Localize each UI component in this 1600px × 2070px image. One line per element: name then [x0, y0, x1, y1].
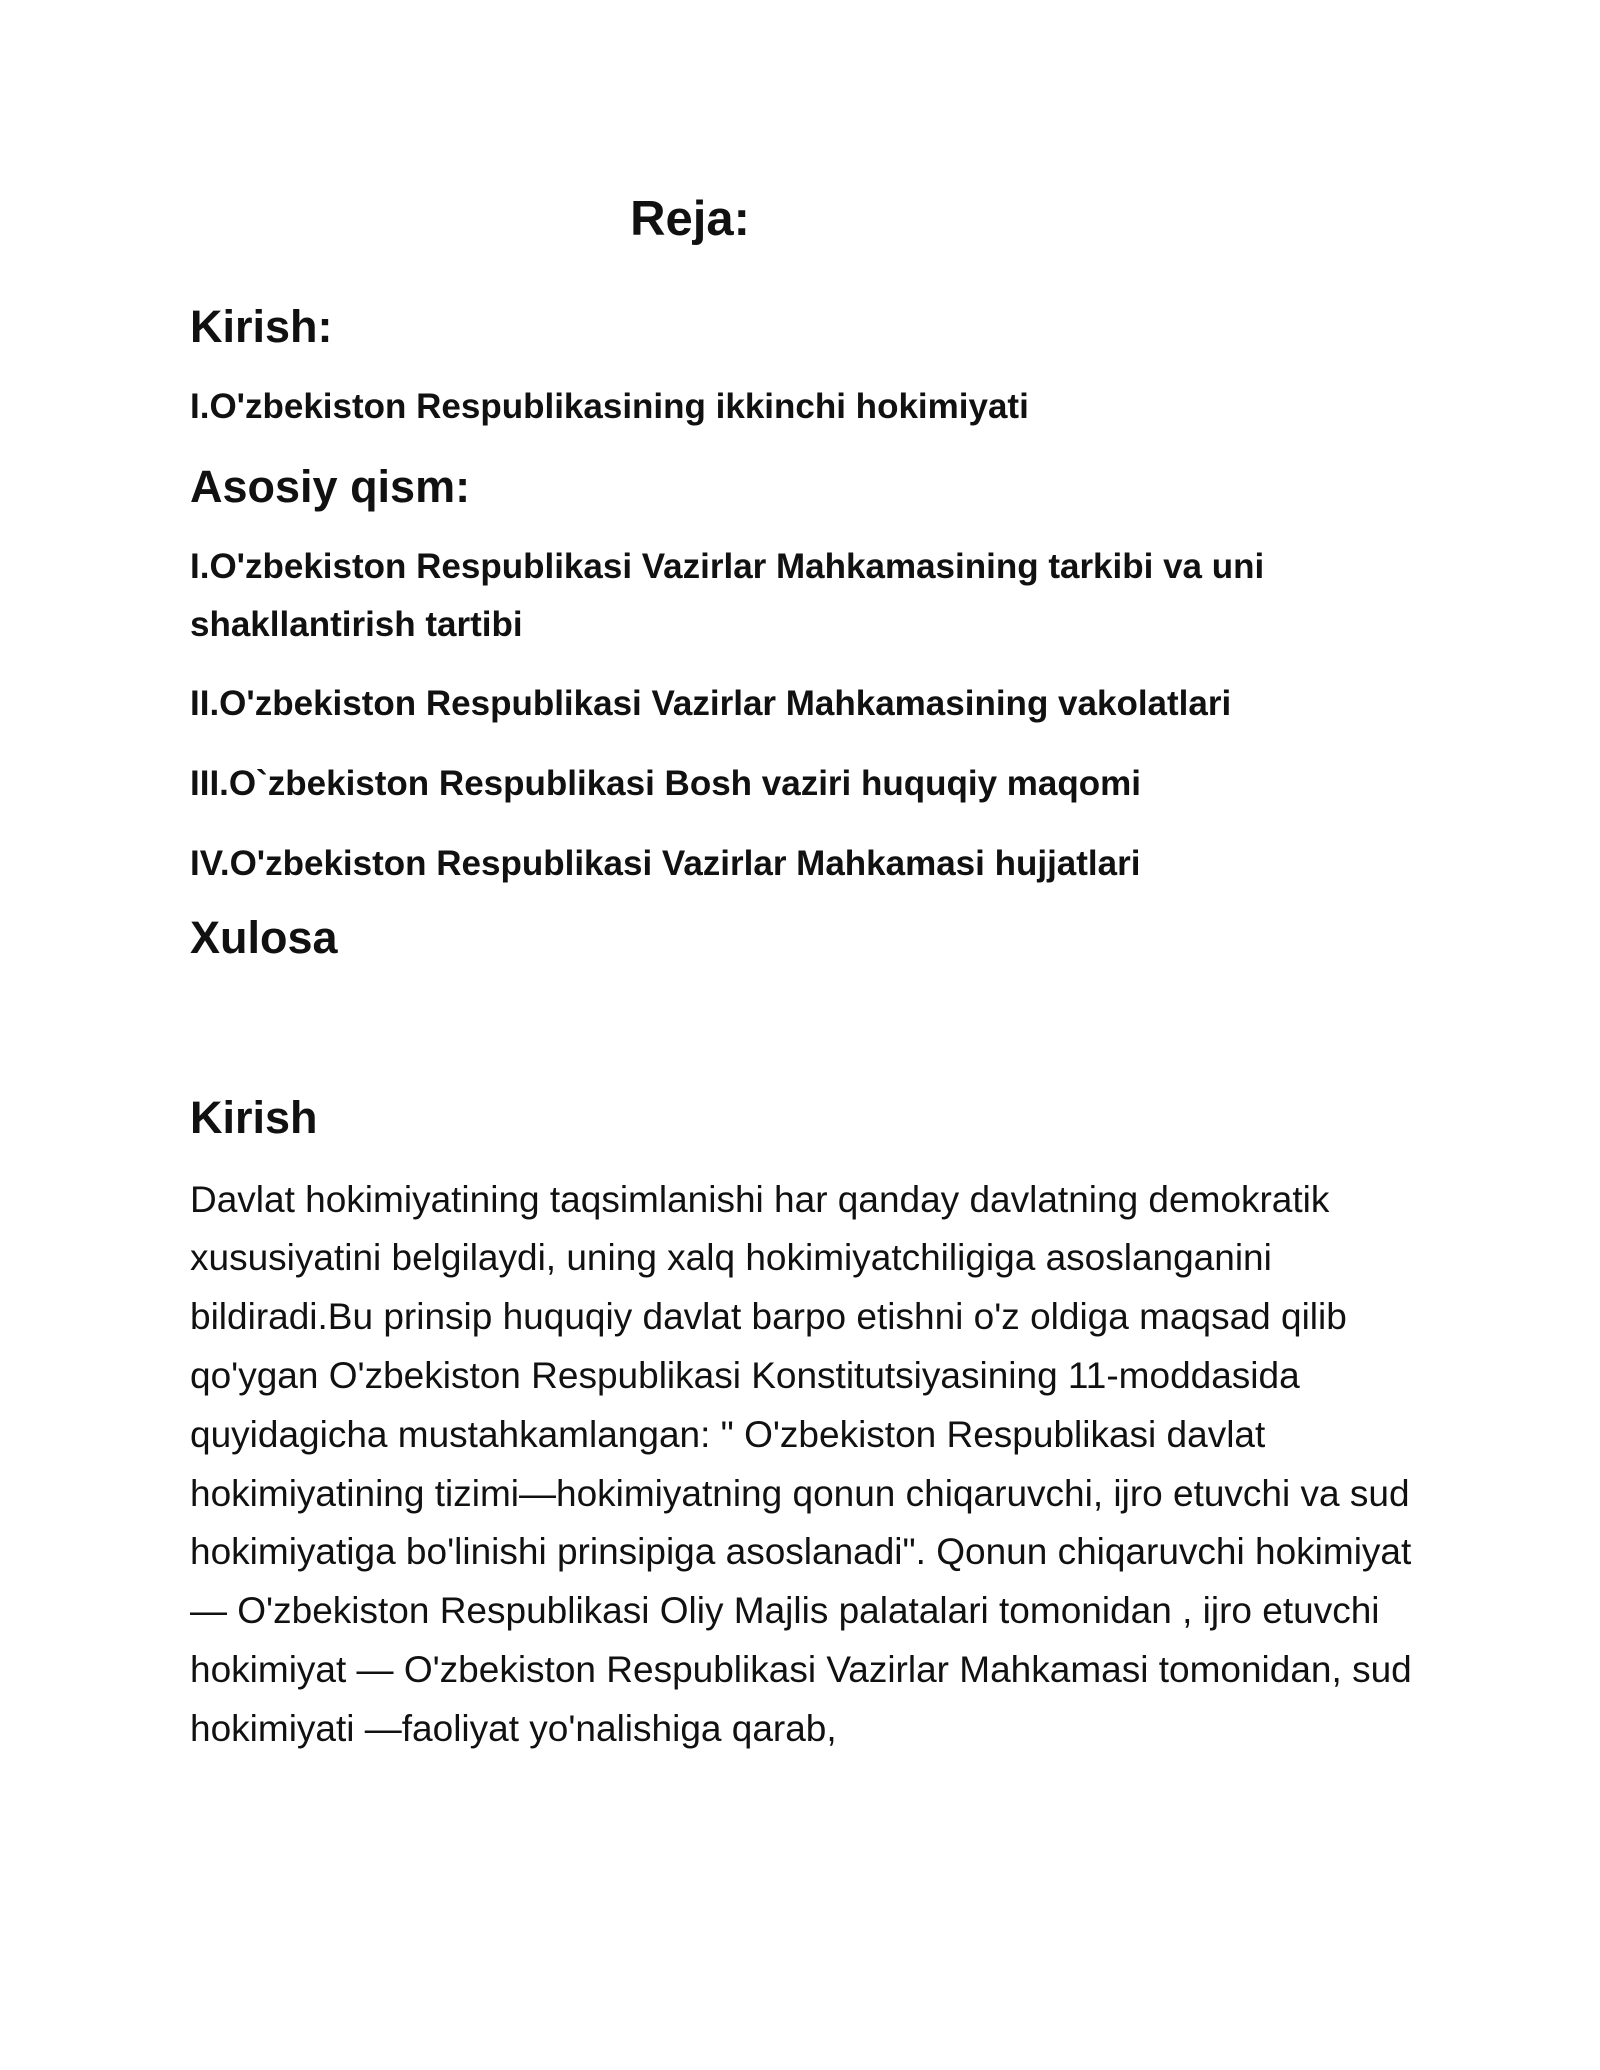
- plan-intro-item: I.O'zbekiston Respublikasining ikkinchi hokimiyati: [190, 387, 1029, 426]
- intro-paragraph: Davlat hokimiyatining taqsimlanishi har qanday davlatning demokratik xususiyatini belgilaydi, uning xalq hokimiyatchiligiga asoslanganini bildiradi.Bu prinsip huquqiy davlat barpo etishni o'z oldiga maqsad qilib qo'ygan O'zbekiston Respublikasi Konstitutsiyasining 11-moddasida quyidagicha mustahkamlangan: " O'zbekiston Respublikasi davlat hokimiyatining tizimi—hokimiyatning qonun chiqaruvchi, ijro etuvchi va sud hokimiyatiga bo'linishi prinsipiga asoslanadi". Qonun chiqaruvchi hokimiyat — O'zbekiston Respublikasi Oliy Majlis palatalari tomonidan , ijro etuvchi hokimiyat — O'zbekiston Respublikasi Vazirlar Mahkamasi tomonidan, sud hokimiyati —faoliyat yo'nalishiga qarab,: [190, 1178, 1412, 1749]
- plan-conclusion-heading: Xulosa: [190, 911, 338, 963]
- plan-main-item: I.O'zbekiston Respublikasi Vazirlar Mahkamasining tarkibi va uni shakllantirish tartibi: [190, 546, 1265, 644]
- intro-section-heading: Kirish: [190, 1091, 318, 1143]
- plan-main-heading: Asosiy qism:: [190, 460, 471, 512]
- plan-title: Reja:: [630, 192, 750, 246]
- plan-main-item: IV.O'zbekiston Respublikasi Vazirlar Mahkamasi hujjatlari: [190, 843, 1141, 883]
- plan-intro-heading: Kirish:: [190, 301, 333, 352]
- document-content: [190, 300, 1420, 1759]
- plan-main-item: II.O'zbekiston Respublikasi Vazirlar Mahkamasining vakolatlari: [190, 684, 1232, 724]
- plan-main-item: III.O`zbekiston Respublikasi Bosh vaziri huquqiy maqomi: [190, 764, 1141, 803]
